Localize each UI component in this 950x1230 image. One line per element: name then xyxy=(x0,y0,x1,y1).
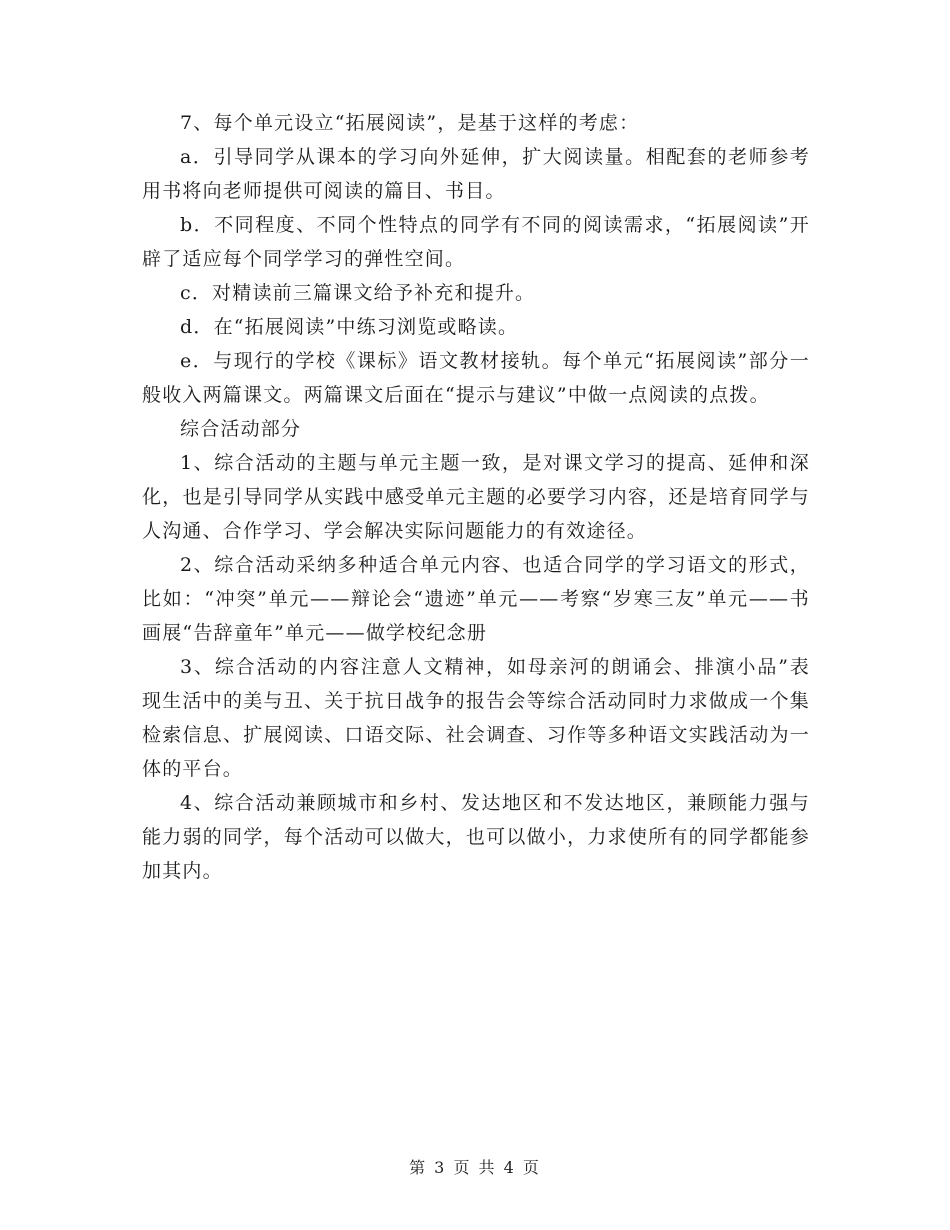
document-body xyxy=(142,106,810,888)
paragraph-item-a: a．引导同学从课本的学习向外延伸，扩大阅读量。相配套的老师参考用书将向老师提供可阅读的篇目、书目。 xyxy=(142,146,810,202)
paragraph-activity-2: 2、综合活动采纳多种适合单元内容、也适合同学的学习语文的形式，比如：“冲突”单元——辩论会“遗迹”单元——考察“岁寒三友”单元——书画展“告辞童年”单元——做学校纪念册 xyxy=(142,554,810,644)
paragraph-activity-1: 1、综合活动的主题与单元主题一致，是对课文学习的提高、延伸和深化，也是引导同学从实践中感受单元主题的必要学习内容，还是培育同学与人沟通、合作学习、学会解决实际问题能力的有效途径。 xyxy=(142,452,810,542)
paragraph-7-intro: 7、每个单元设立“拓展阅读”，是基于这样的考虑： xyxy=(180,112,640,134)
paragraph-item-c: c．对精读前三篇课文给予补充和提升。 xyxy=(180,282,536,304)
paragraph-item-b: b．不同程度、不同个性特点的同学有不同的阅读需求，“拓展阅读”开辟了适应每个同学学习的弹性空间。 xyxy=(142,214,810,270)
section-heading: 综合活动部分 xyxy=(180,418,302,440)
paragraph-activity-4: 4、综合活动兼顾城市和乡村、发达地区和不发达地区，兼顾能力强与能力弱的同学，每个活动可以做大，也可以做小，力求使所有的同学都能参加其内。 xyxy=(142,792,810,882)
paragraph-item-e: e．与现行的学校《课标》语文教材接轨。每个单元“拓展阅读”部分一般收入两篇课文。两篇课文后面在“提示与建议”中做一点阅读的点拨。 xyxy=(142,350,810,406)
paragraph-item-d: d．在“拓展阅读”中练习浏览或略读。 xyxy=(180,316,519,338)
page-number-footer: 第 3 页 共 4 页 xyxy=(409,1158,541,1177)
paragraph-activity-3: 3、综合活动的内容注意人文精神，如母亲河的朗诵会、排演小品”表现生活中的美与丑、关于抗日战争的报告会等综合活动同时力求做成一个集检索信息、扩展阅读、口语交际、社会调查、习作等多种语文实践活动为一体的平台。 xyxy=(142,656,810,780)
